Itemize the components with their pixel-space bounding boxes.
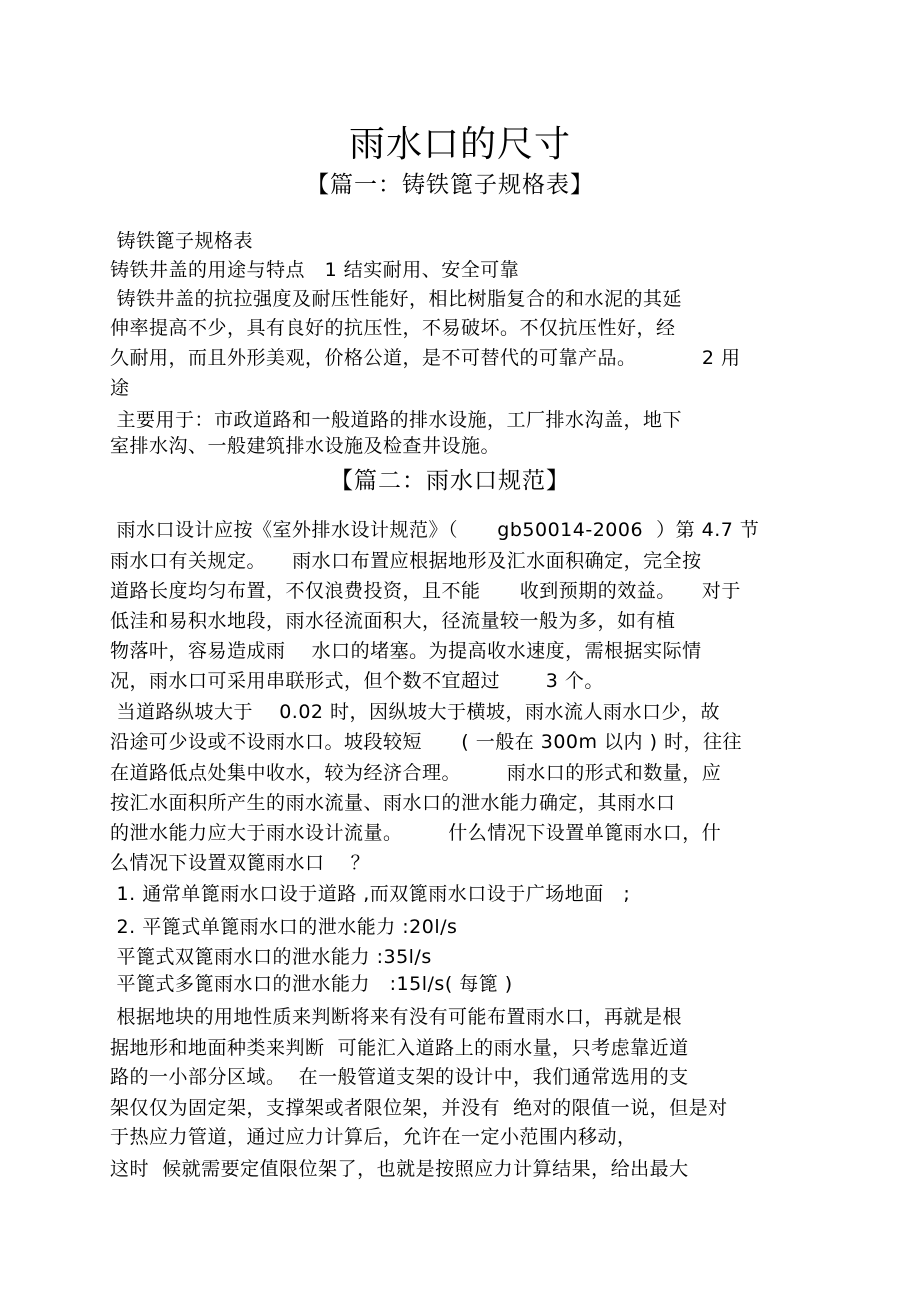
section2-line: 架仅仅为固定架，支撑架或者限位架，并没有 绝对的限值一说，但是对 — [110, 1097, 728, 1119]
section2-line: 况，雨水口可采用串联形式，但个数不宜超过 3 个。 — [110, 670, 604, 692]
section2-line: 么情况下设置双篦雨水口 ？ — [110, 852, 371, 874]
section1-heading: 【篇一：铸铁篦子规格表】 — [306, 172, 594, 198]
section1-line: 伸率提高不少，具有良好的抗压性，不易破坏。不仅抗压性好，经 — [110, 317, 676, 339]
section2-line: 当道路纵坡大于 0.02 时，因纵坡大于横坡，雨水流人雨水口少，故 — [110, 701, 721, 723]
section1-line: 铸铁井盖的抗拉强度及耐压性能好，相比树脂复合的和水泥的其延 — [110, 288, 683, 310]
section2-line: 平篦式双篦雨水口的泄水能力 :35l/s — [110, 946, 432, 968]
section2-line: 按汇水面积所产生的雨水流量、雨水口的泄水能力确定，其雨水口 — [110, 792, 676, 814]
section1-line: 主要用于：市政道路和一般道路的排水设施，工厂排水沟盖，地下 — [110, 409, 683, 431]
section2-line: 道路长度均匀布置，不仅浪费投资，且不能 收到预期的效益。 对于 — [110, 580, 741, 602]
section2-line: 雨水口设计应按《室外排水设计规范》（ gb50014-2006 ）第 4.7 节 — [110, 519, 760, 541]
section2-line: 雨水口有关规定。 雨水口布置应根据地形及汇水面积确定，完全按 — [110, 550, 702, 572]
section2-line: 据地形和地面种类来判断 可能汇入道路上的雨水量，只考虑靠近道 — [110, 1037, 689, 1059]
section2-line: 2. 平篦式单篦雨水口的泄水能力 :20l/s — [110, 916, 458, 938]
section1-line: 铸铁篦子规格表 — [110, 230, 254, 252]
section2-line: 这时 候就需要定值限位架了，也就是按照应力计算结果，给出最大 — [110, 1158, 689, 1180]
section2-line: 低洼和易积水地段，雨水径流面积大，径流量较一般为多，如有植 — [110, 610, 676, 632]
section2-line: 沿途可少设或不设雨水口。坡段较短 ( 一般在 300m 以内 ) 时，往往 — [110, 731, 743, 753]
section2-line: 在道路低点处集中收水，较为经济合理。 雨水口的形式和数量，应 — [110, 762, 722, 784]
section2-line: 物落叶，容易造成雨 水口的堵塞。为提高收水速度，需根据实际情 — [110, 640, 702, 662]
section2-line: 路的一小部分区域。 在一般管道支架的设计中，我们通常选用的支 — [110, 1066, 689, 1088]
section1-line: 室排水沟、一般建筑排水设施及检查井设施。 — [110, 435, 501, 457]
section1-line: 久耐用，而且外形美观，价格公道，是不可替代的可靠产品。 2 用 — [110, 347, 741, 369]
section1-line: 途 — [110, 377, 130, 399]
section2-line: 的泄水能力应大于雨水设计流量。 什么情况下设置单篦雨水口，什 — [110, 822, 722, 844]
section2-heading: 【篇二：雨水口规范】 — [330, 468, 570, 494]
section2-line: 1. 通常单篦雨水口设于道路 ,而双篦雨水口设于广场地面 ; — [110, 883, 631, 905]
section1-line: 铸铁井盖的用途与特点 1 结实耐用、安全可靠 — [110, 259, 520, 281]
section2-line: 于热应力管道，通过应力计算后，允许在一定小范围内移动， — [110, 1126, 637, 1148]
section2-line: 平篦式多篦雨水口的泄水能力 :15l/s( 每篦 ) — [110, 973, 513, 995]
document-title: 雨水口的尺寸 — [348, 124, 571, 165]
section2-line: 根据地块的用地性质来判断将来有没有可能布置雨水口，再就是根 — [110, 1006, 683, 1028]
